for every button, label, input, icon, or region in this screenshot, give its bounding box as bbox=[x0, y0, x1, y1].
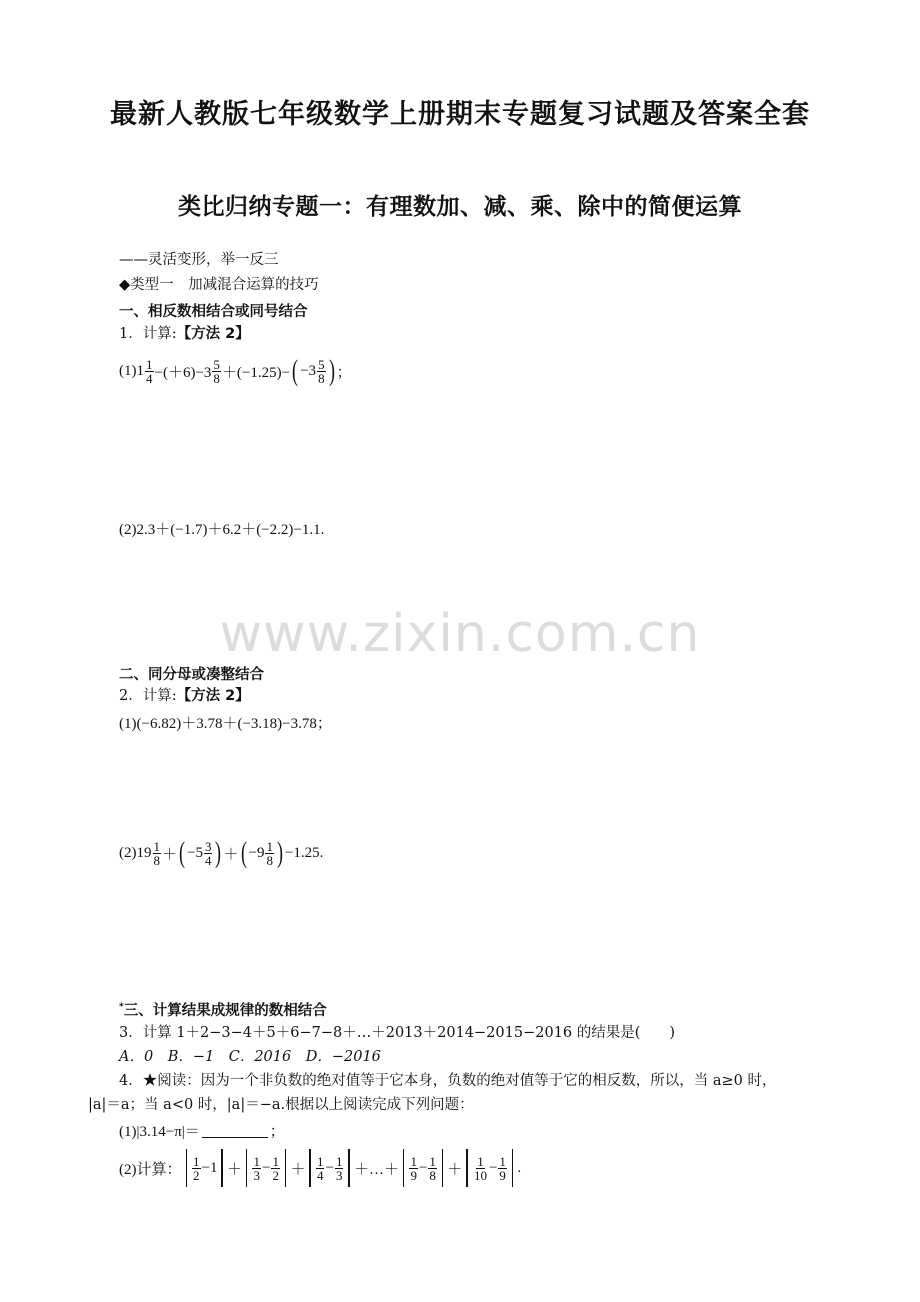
question-2-1: (1)(−6.82)＋3.78＋(−3.18)−3.78； bbox=[119, 716, 332, 732]
subtitle: ——灵活变形，举一反三 bbox=[119, 252, 279, 268]
fraction bbox=[145, 358, 154, 385]
question-1-label bbox=[119, 325, 250, 343]
denominator: 8 bbox=[153, 852, 160, 868]
denominator: 4 bbox=[146, 370, 153, 386]
numerator: 1 bbox=[477, 1153, 484, 1169]
type-heading: ◆类型一 加减混合运算的技巧 bbox=[119, 277, 319, 293]
expr-part: − bbox=[488, 1159, 498, 1176]
expr-part: ＋ bbox=[290, 1161, 306, 1178]
question-4-line-2: |a|＝a；当 a<0 时，|a|＝−a.根据以上阅读完成下列问题： bbox=[88, 1097, 474, 1113]
abs-bar bbox=[309, 1149, 311, 1187]
expr-part: ； bbox=[336, 364, 352, 381]
numerator: 1 bbox=[193, 1153, 200, 1169]
part3-heading bbox=[119, 999, 327, 1020]
abs-bar bbox=[466, 1149, 468, 1187]
left-paren: ( bbox=[179, 836, 186, 869]
expr-part: (2)计算： bbox=[119, 1161, 182, 1178]
fraction bbox=[473, 1155, 488, 1182]
fraction bbox=[498, 1155, 507, 1182]
question-1-1 bbox=[119, 352, 352, 390]
expr-part: − bbox=[261, 1159, 271, 1176]
denominator: 4 bbox=[316, 1167, 324, 1183]
numerator: 1 bbox=[316, 1153, 324, 1169]
question-number: 1．计算: bbox=[119, 326, 177, 342]
numerator: 3 bbox=[204, 838, 212, 854]
numerator: 1 bbox=[253, 1153, 260, 1169]
fraction bbox=[271, 1155, 280, 1182]
expr-part: −1 bbox=[201, 1159, 218, 1176]
question-2-2 bbox=[119, 834, 323, 872]
question-4-2 bbox=[119, 1148, 521, 1188]
expr-part: ＋…＋ bbox=[353, 1161, 399, 1178]
denominator: 3 bbox=[335, 1167, 343, 1183]
abs-bar bbox=[348, 1149, 350, 1187]
left-paren: ( bbox=[240, 836, 247, 869]
abs-bar bbox=[442, 1149, 444, 1187]
abs-bar bbox=[246, 1149, 248, 1187]
expr-part: (1)|3.14−π|＝ bbox=[119, 1124, 200, 1140]
abs-bar bbox=[186, 1149, 188, 1187]
optional-star: * bbox=[119, 1002, 124, 1013]
fraction bbox=[252, 1155, 261, 1182]
numerator: 1 bbox=[153, 838, 160, 854]
document-title: 最新人教版七年级数学上册期末专题复习试题及答案全套 bbox=[110, 99, 810, 130]
right-paren: ) bbox=[328, 354, 335, 387]
denominator: 8 bbox=[266, 852, 273, 868]
method-tag: 【方法 2】 bbox=[176, 326, 250, 342]
expr-part: (2)19 bbox=[119, 844, 152, 861]
denominator: 9 bbox=[410, 1167, 417, 1183]
denominator: 8 bbox=[213, 370, 220, 386]
abs-bar bbox=[512, 1149, 514, 1187]
right-paren: ) bbox=[276, 836, 283, 869]
expr-part: ＋ bbox=[226, 1161, 242, 1178]
fraction bbox=[428, 1155, 437, 1182]
watermark: www.zixin.com.cn bbox=[219, 604, 701, 664]
fraction bbox=[265, 840, 274, 867]
part1-heading: 一、相反数相结合或同号结合 bbox=[119, 304, 308, 320]
abs-bar bbox=[221, 1149, 223, 1187]
expr-part: −9 bbox=[248, 844, 265, 861]
numerator: 1 bbox=[335, 1153, 343, 1169]
numerator: 1 bbox=[266, 838, 273, 854]
denominator: 8 bbox=[318, 370, 325, 386]
fraction bbox=[204, 840, 213, 867]
denominator: 10 bbox=[473, 1167, 487, 1183]
numerator: 1 bbox=[272, 1153, 279, 1169]
right-paren: ) bbox=[215, 836, 222, 869]
expr-part: ＋ bbox=[447, 1161, 463, 1178]
question-1-2: (2)2.3＋(−1.7)＋6.2＋(−2.2)−1.1. bbox=[119, 522, 325, 538]
question-3-options: A．0 B．−1 C．2016 D．−2016 bbox=[119, 1049, 381, 1065]
fraction bbox=[316, 1155, 325, 1182]
question-4-line-1: 4．★阅读：因为一个非负数的绝对值等于它本身，负数的绝对值等于它的相反数，所以，当 a≥0 时， bbox=[119, 1073, 777, 1089]
answer-blank[interactable] bbox=[202, 1123, 268, 1138]
expr-part: −5 bbox=[187, 844, 203, 861]
numerator: 5 bbox=[213, 356, 220, 372]
denominator: 2 bbox=[193, 1167, 200, 1183]
expr-part: (1)1 bbox=[119, 362, 144, 379]
expr-part: ＋(−1.25)− bbox=[221, 364, 291, 381]
expr-part: ＋ bbox=[162, 846, 178, 863]
denominator: 2 bbox=[272, 1167, 279, 1183]
denominator: 3 bbox=[253, 1167, 260, 1183]
expr-part: − bbox=[418, 1159, 428, 1176]
numerator: 5 bbox=[318, 356, 325, 372]
method-tag: 【方法 2】 bbox=[176, 688, 250, 704]
numerator: 1 bbox=[499, 1153, 506, 1169]
numerator: 1 bbox=[146, 356, 153, 372]
expr-part: − bbox=[325, 1159, 334, 1176]
part2-heading: 二、同分母或凑整结合 bbox=[119, 667, 264, 683]
question-2-label bbox=[119, 687, 250, 705]
fraction bbox=[317, 358, 326, 385]
fraction bbox=[409, 1155, 418, 1182]
expr-part: −(＋6)−3 bbox=[154, 364, 212, 381]
fraction bbox=[212, 358, 221, 385]
fraction bbox=[153, 840, 162, 867]
expr-part: −3 bbox=[300, 362, 317, 379]
left-paren: ( bbox=[292, 354, 299, 387]
fraction bbox=[192, 1155, 201, 1182]
numerator: 1 bbox=[410, 1153, 417, 1169]
expr-part: . bbox=[517, 1159, 522, 1176]
question-3: 3．计算 1＋2−3−4＋5＋6−7−8＋…＋2013＋2014−2015−2016 的结果是( ) bbox=[119, 1025, 676, 1041]
question-number: 2．计算: bbox=[119, 688, 177, 704]
denominator: 9 bbox=[499, 1167, 506, 1183]
abs-bar bbox=[285, 1149, 287, 1187]
fraction bbox=[335, 1155, 344, 1182]
section-title: 类比归纳专题一：有理数加、减、乘、除中的简便运算 bbox=[178, 193, 742, 220]
part3-heading-text: 三、计算结果成规律的数相结合 bbox=[123, 1003, 327, 1019]
question-4-1 bbox=[119, 1120, 285, 1141]
expr-part: −1.25. bbox=[284, 844, 324, 861]
expr-part: ＋ bbox=[223, 846, 239, 863]
numerator: 1 bbox=[429, 1153, 436, 1169]
denominator: 4 bbox=[204, 852, 212, 868]
expr-part: ； bbox=[269, 1124, 285, 1140]
denominator: 8 bbox=[429, 1167, 436, 1183]
abs-bar bbox=[403, 1149, 405, 1187]
